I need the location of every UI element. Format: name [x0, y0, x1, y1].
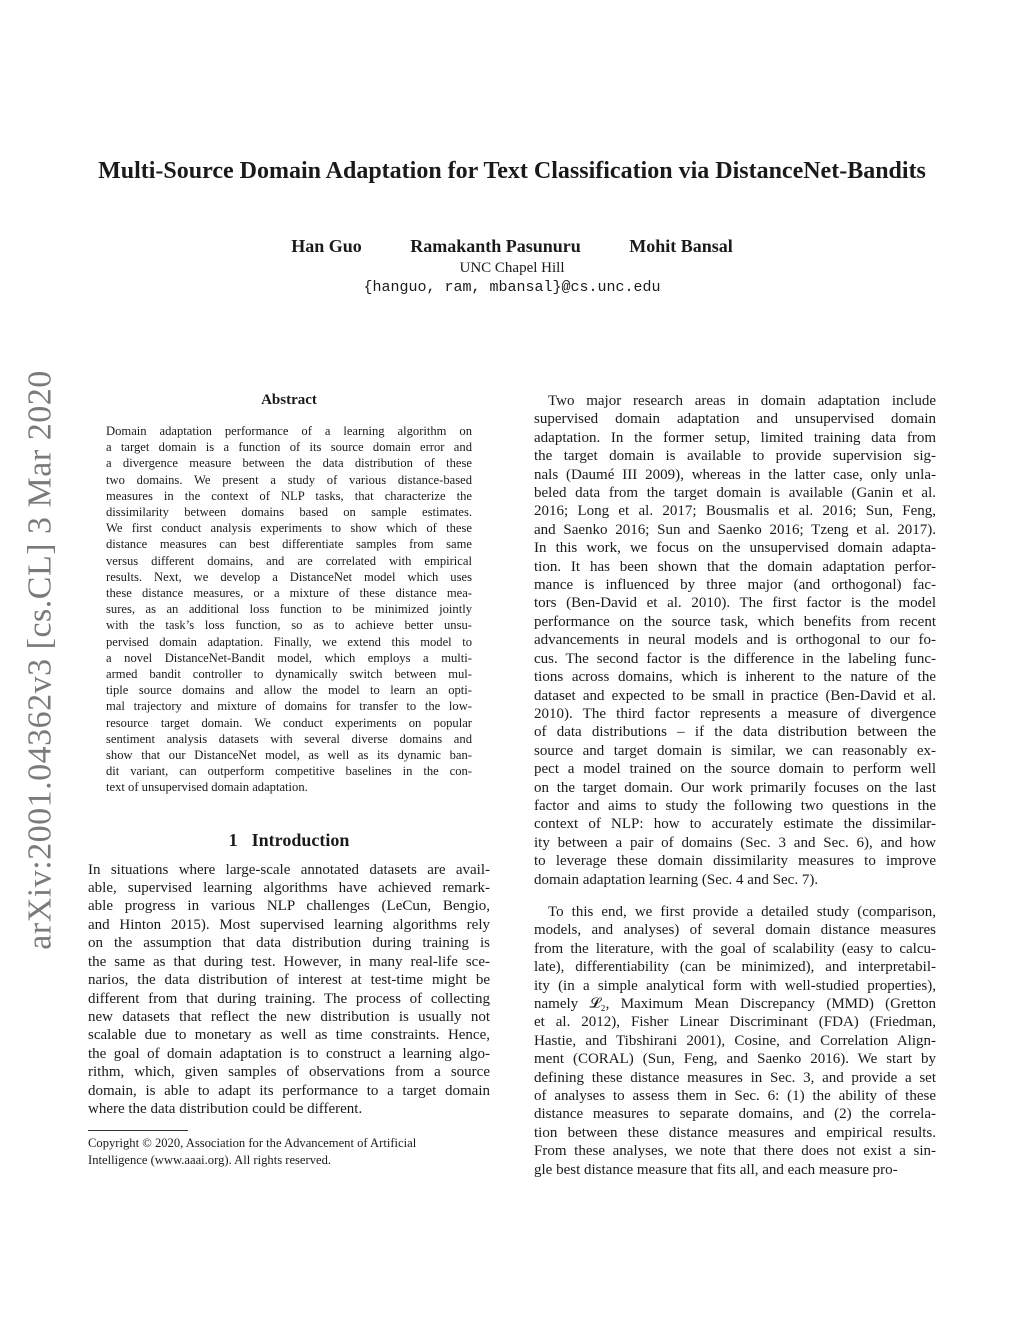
text-line: the target domain is available to provide supervision sig-: [534, 448, 936, 465]
abstract-heading: Abstract: [261, 392, 317, 408]
text-line: ity (in a simple analytical form with well-studied properties),: [534, 977, 936, 994]
text-line: distance measures to separate domains, and (2) the correla-: [534, 1106, 936, 1123]
arxiv-identifier-stamp: [16, 360, 66, 960]
text-line: tors (Ben-David et al. 2010). The first factor is the model: [534, 595, 936, 612]
text-line: In situations where large-scale annotated datasets are avail-: [88, 861, 490, 878]
text-line: scalable due to monetary as well as time constraints. Hence,: [88, 1027, 490, 1044]
author-affiliation: UNC Chapel Hill: [459, 260, 565, 276]
section-title: Introduction: [251, 829, 350, 850]
text-line: Two major research areas in domain adaptation include: [548, 393, 936, 409]
text-line: 2016; Long et al. 2017; Bousmalis et al. 2016; Sun, Feng,: [534, 503, 936, 520]
text-line: rithm, which, given samples of observations from a source: [88, 1064, 490, 1081]
text-line: sures, as an additional loss function to be minimized jointly: [106, 602, 472, 617]
text-line: on the assumption that data distribution during training is: [88, 935, 490, 952]
author-email: {hanguo, ram, mbansal}@cs.unc.edu: [363, 279, 661, 296]
text-line: able, supervised learning algorithms have achieved remark-: [88, 880, 490, 897]
right-column: [534, 392, 936, 1179]
text-line: tions across domains, which is inherent to the nature of the: [534, 669, 936, 686]
text-line: distance measures can best differentiate samples from same: [106, 537, 472, 552]
text-line: pect a model trained on the source domain to perform well: [534, 761, 936, 778]
text-line: where the data distribution could be different.: [88, 1100, 363, 1117]
text-line: of data distributions – if the data distribution between the: [534, 724, 936, 741]
text-line: dit variant, can outperform competitive baselines in the con-: [106, 764, 472, 779]
footnote-divider: [88, 1130, 188, 1131]
text-line: and Hinton 2015). Most supervised learning algorithms rely: [88, 916, 490, 933]
text-line: measures in the context of NLP tasks, that characterize the: [106, 488, 472, 503]
introduction-paragraph: [88, 861, 490, 1119]
text-line: narios, the data distribution of interest at test-time might be: [88, 972, 490, 989]
text-line: ment (CORAL) (Sun, Feng, and Saenko 2016). We start by: [534, 1051, 936, 1068]
text-line: We first conduct analysis experiments to show which of these: [106, 521, 472, 536]
text-line: Domain adaptation performance of a learning algorithm on: [106, 424, 472, 438]
text-line: Intelligence (www.aaai.org). All rights reserved.: [88, 1153, 332, 1168]
abstract-body: [106, 423, 472, 796]
text-line: defining these distance measures in Sec. 3, and provide a set: [534, 1069, 936, 1086]
text-line: late), differentiability (can be minimized), and interpretabil-: [534, 959, 936, 976]
text-line: mance is influenced by three major (and orthogonal) fac-: [534, 577, 936, 594]
text-line: the goal of domain adaptation is to construct a learning algo-: [88, 1045, 490, 1062]
text-line: able progress in various NLP challenges (LeCun, Bengio,: [88, 898, 490, 915]
text-line: source and target domain is similar, we can reasonably ex-: [534, 742, 936, 759]
text-line: et al. 2012), Fisher Linear Discriminant (FDA) (Friedman,: [534, 1014, 936, 1031]
section-number: 1: [228, 829, 238, 850]
text-line: tion between these distance measures and empirical results.: [534, 1124, 936, 1141]
text-line: Copyright © 2020, Association for the Advancement of Artificial: [88, 1136, 417, 1151]
text-line: adaptation. In the former setup, limited training data from: [534, 429, 936, 446]
text-line: to leverage these domain dissimilarity measures to improve: [534, 853, 936, 870]
text-line: pervised domain adaptation. Finally, we extend this model to: [106, 634, 472, 649]
text-line: show that our DistanceNet model, as well as its dynamic ban-: [106, 748, 472, 763]
text-line: tiple source domains and allow the model to learn an opti-: [106, 683, 472, 698]
author-name: Han Guo: [291, 236, 362, 256]
text-line: Hastie, and Tibshirani 2001), Cosine, and Correlation Align-: [534, 1032, 936, 1049]
text-line: advancements in neural models and is orthogonal to our fo-: [534, 632, 936, 649]
text-line: on the target domain. Our work primarily focuses on the last: [534, 779, 936, 796]
body-paragraph: [534, 392, 936, 889]
author-name: Mohit Bansal: [629, 236, 733, 256]
text-line: domain, is able to adapt its performance to a target domain: [88, 1082, 490, 1099]
author-name: Ramakanth Pasunuru: [410, 236, 581, 256]
text-line: new datasets that reflect the new distribution is usually not: [88, 1008, 490, 1025]
text-line: factor and aims to study the following two questions in the: [534, 797, 936, 814]
text-line: context of NLP: how to accurately estimate the dissimilar-: [534, 816, 936, 833]
text-line: different from that during training. The process of collecting: [88, 990, 490, 1007]
text-line: nals (Daumé III 2009), whereas in the latter case, only unla-: [534, 466, 936, 483]
text-line: domain adaptation learning (Sec. 4 and Sec. 7).: [534, 871, 819, 888]
text-line: models, and analyses) of several domain distance measures: [534, 922, 936, 939]
text-line: beled data from the target domain is available (Ganin et al.: [534, 485, 936, 502]
text-line: mal trajectory and mixture of domains for transfer to the low-: [106, 699, 472, 714]
copyright-footnote: [88, 1135, 490, 1169]
text-line: a divergence measure between the data distribution of these: [106, 456, 472, 471]
arxiv-identifier-text: arXiv:2001.04362v3 [cs.CL] 3 Mar 2020: [22, 370, 60, 950]
text-line: namely 𝓛₂, Maximum Mean Discrepancy (MMD) (Gretton: [534, 996, 936, 1012]
text-line: results. Next, we develop a DistanceNet model which uses: [106, 569, 472, 584]
text-line: resource target domain. We conduct experiments on popular: [106, 715, 472, 730]
text-line: From these analyses, we note that there does not exist a sin-: [534, 1143, 936, 1160]
text-line: cus. The second factor is the difference in the labeling func-: [534, 650, 936, 667]
text-line: 2010). The third factor represents a measure of divergence: [534, 705, 936, 722]
text-line: of analyses to assess them in Sec. 6: (1) the ability of these: [534, 1088, 936, 1105]
text-line: performance on the source task, which benefits from recent: [534, 613, 936, 630]
text-line: dissimilarity between domains based on sample estimates.: [106, 505, 472, 520]
text-line: tion. It has been shown that the domain adaptation perfor-: [534, 558, 936, 575]
left-column: [88, 392, 490, 1169]
text-line: two domains. We present a study of various distance-based: [106, 472, 472, 487]
text-line: supervised domain adaptation and unsupervised domain: [534, 411, 936, 428]
author-list: [200, 236, 824, 257]
text-line: with the task’s loss function, so as to achieve better unsu-: [106, 618, 472, 633]
text-line: ity between a pair of domains (Sec. 3 and Sec. 6), and how: [534, 834, 936, 851]
text-line: these distance measures, or a mixture of these distance mea-: [106, 586, 472, 601]
text-line: In this work, we focus on the unsupervised domain adapta-: [534, 540, 936, 557]
body-paragraph: [534, 903, 936, 1179]
text-line: sentiment analysis datasets with several diverse domains and: [106, 731, 472, 746]
paper-title: Multi-Source Domain Adaptation for Text Classification via DistanceNet-Bandits: [98, 158, 926, 184]
text-line: dataset and expected to be small in practice (Ben-David et al.: [534, 687, 936, 704]
text-line: a target domain is a function of its source domain error and: [106, 440, 472, 455]
text-line: armed bandit controller to dynamically switch between mul-: [106, 667, 472, 682]
text-line: the same as that during test. However, in many real-life sce-: [88, 953, 490, 970]
text-line: To this end, we first provide a detailed study (comparison,: [548, 903, 936, 920]
text-line: a novel DistanceNet-Bandit model, which employs a multi-: [106, 650, 472, 665]
text-line: text of unsupervised domain adaptation.: [106, 780, 308, 795]
text-line: gle best distance measure that fits all, and each measure pro-: [534, 1161, 898, 1178]
text-line: from the literature, with the goal of scalability (easy to calcu-: [534, 940, 936, 957]
text-line: and Saenko 2016; Sun and Saenko 2016; Tzeng et al. 2017).: [534, 521, 936, 538]
text-line: versus different domains, and are correlated with empirical: [106, 553, 472, 568]
introduction-heading: [88, 830, 490, 851]
